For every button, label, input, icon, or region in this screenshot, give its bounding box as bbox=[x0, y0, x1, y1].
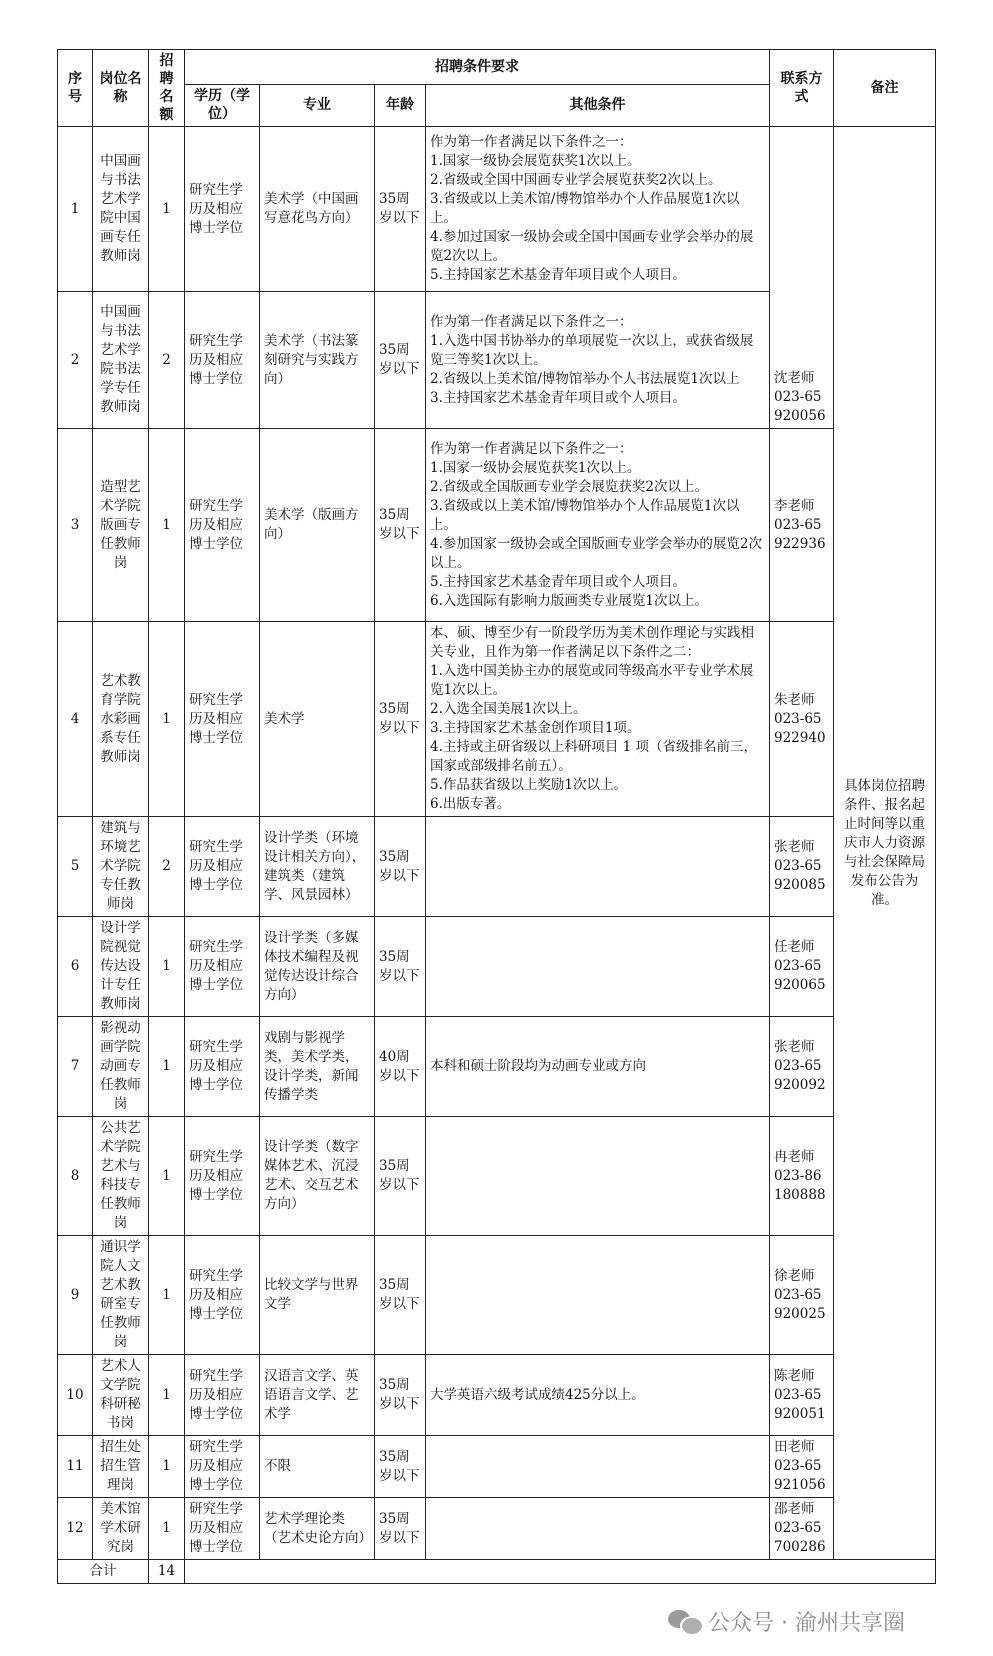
seq-cell: 12 bbox=[58, 1498, 93, 1560]
age-cell: 35周岁以下 bbox=[375, 292, 426, 429]
major-cell: 设计学类（环境设计相关方向），建筑类（建筑学、风景园林） bbox=[260, 817, 375, 917]
contact-name: 陈老师 bbox=[774, 1367, 815, 1384]
condition-line: 5.主持国家艺术基金青年项目或个人项目。 bbox=[430, 267, 686, 283]
condition-line: 大学英语六级考试成绩425分以上。 bbox=[430, 1386, 645, 1403]
contact-phone: 023-65920025 bbox=[774, 1286, 826, 1322]
contact-phone: 023-65920085 bbox=[774, 858, 826, 893]
post-cell: 造型艺术学院版画专任教师岗 bbox=[93, 429, 149, 622]
remark-cell: 具体岗位招聘条件、报名起止时间等以重庆市人力资源与社会保障局发布公告为准。 bbox=[834, 127, 936, 1560]
condition-line: 作为第一作者满足以下条件之一： bbox=[430, 134, 633, 150]
contact-name: 李老师 bbox=[774, 497, 815, 514]
contact-name: 邵老师 bbox=[774, 1501, 815, 1517]
contact-name: 张老师 bbox=[774, 839, 815, 855]
total-row bbox=[58, 1560, 936, 1584]
major-cell: 设计学类（数字媒体艺术、沉浸艺术、交互艺术方向） bbox=[260, 1117, 375, 1236]
edu-cell: 研究生学历及相应博士学位 bbox=[185, 817, 260, 917]
count-cell: 1 bbox=[149, 1436, 185, 1498]
seq-cell: 6 bbox=[58, 917, 93, 1017]
post-cell: 中国画与书法艺术学院中国画专任教师岗 bbox=[93, 127, 149, 292]
header-requirements: 招聘条件要求 bbox=[185, 50, 770, 85]
edu-cell: 研究生学历及相应博士学位 bbox=[185, 1436, 260, 1498]
condition-line: 1.国家一级协会展览获奖1次以上。 bbox=[430, 459, 641, 476]
other-conditions-cell bbox=[426, 292, 770, 429]
age-cell: 35周岁以下 bbox=[375, 817, 426, 917]
post-cell: 建筑与环境艺术学院专任教师岗 bbox=[93, 817, 149, 917]
count-cell: 1 bbox=[149, 622, 185, 817]
condition-line: 6.出版专著。 bbox=[430, 796, 511, 812]
table-row bbox=[58, 622, 936, 817]
count-cell: 1 bbox=[149, 1498, 185, 1560]
contact-cell bbox=[770, 1498, 834, 1560]
major-cell: 设计学类（多媒体技术编程及视觉传达设计综合方向） bbox=[260, 917, 375, 1017]
total-label: 合计 bbox=[58, 1560, 149, 1584]
edu-cell: 研究生学历及相应博士学位 bbox=[185, 1017, 260, 1117]
watermark bbox=[668, 1606, 905, 1636]
contact-cell bbox=[770, 817, 834, 917]
major-cell: 汉语言文学、英语语言文学、艺术学 bbox=[260, 1355, 375, 1436]
count-cell: 2 bbox=[149, 292, 185, 429]
age-cell: 35周岁以下 bbox=[375, 1236, 426, 1355]
contact-phone: 023-65920056 bbox=[774, 389, 826, 424]
contact-cell bbox=[770, 1017, 834, 1117]
other-conditions-cell bbox=[426, 1436, 770, 1498]
seq-cell: 11 bbox=[58, 1436, 93, 1498]
seq-cell: 9 bbox=[58, 1236, 93, 1355]
other-conditions-cell bbox=[426, 1236, 770, 1355]
condition-line: 3.省级或以上美术馆/博物馆举办个人作品展览1次以上。 bbox=[430, 191, 740, 226]
condition-line: 2.省级或全国版画专业学会展览获奖2次以上。 bbox=[430, 478, 708, 495]
header-major: 专业 bbox=[260, 84, 375, 126]
table-row bbox=[58, 1017, 936, 1117]
total-value: 14 bbox=[149, 1560, 185, 1584]
major-cell: 艺术学理论类（艺术史论方向） bbox=[260, 1498, 375, 1560]
other-conditions-cell bbox=[426, 817, 770, 917]
contact-phone: 023-65920051 bbox=[774, 1386, 826, 1422]
table-row bbox=[58, 127, 936, 292]
count-cell: 1 bbox=[149, 1017, 185, 1117]
other-conditions-cell bbox=[426, 1498, 770, 1560]
count-cell: 1 bbox=[149, 429, 185, 622]
contact-name: 冉老师 bbox=[774, 1148, 815, 1165]
seq-cell: 4 bbox=[58, 622, 93, 817]
major-cell: 戏剧与影视学类，美术学类，设计学类，新闻传播学类 bbox=[260, 1017, 375, 1117]
condition-line: 3.主持国家艺术基金青年项目或个人项目。 bbox=[430, 389, 686, 406]
age-cell: 35周岁以下 bbox=[375, 1117, 426, 1236]
table-row bbox=[58, 1498, 936, 1560]
wechat-icon bbox=[668, 1608, 702, 1634]
other-conditions-cell bbox=[426, 429, 770, 622]
condition-line: 1.入选中国书协举办的单项展览一次以上，或获省级展览三等奖1次以上。 bbox=[430, 332, 754, 368]
seq-cell: 2 bbox=[58, 292, 93, 429]
watermark-text: 公众号 · 渝州共享圈 bbox=[708, 1610, 905, 1636]
other-conditions-cell bbox=[426, 917, 770, 1017]
header-age: 年龄 bbox=[375, 84, 426, 126]
table-row bbox=[58, 817, 936, 917]
header-contact: 联系方式 bbox=[770, 50, 834, 127]
edu-cell: 研究生学历及相应博士学位 bbox=[185, 1498, 260, 1560]
other-conditions-cell bbox=[426, 622, 770, 817]
contact-cell bbox=[770, 1117, 834, 1236]
seq-cell: 10 bbox=[58, 1355, 93, 1436]
table-row bbox=[58, 1355, 936, 1436]
edu-cell: 研究生学历及相应博士学位 bbox=[185, 1117, 260, 1236]
age-cell: 35周岁以下 bbox=[375, 1355, 426, 1436]
edu-cell: 研究生学历及相应博士学位 bbox=[185, 622, 260, 817]
other-conditions-cell bbox=[426, 1355, 770, 1436]
post-cell: 公共艺术学院艺术与科技专任教师岗 bbox=[93, 1117, 149, 1236]
condition-line: 本科和硕士阶段均为动画专业或方向 bbox=[430, 1058, 646, 1074]
age-cell: 35周岁以下 bbox=[375, 622, 426, 817]
condition-line: 4.参加过国家一级协会或全国中国画专业学会举办的展览2次以上。 bbox=[430, 229, 754, 264]
age-cell: 35周岁以下 bbox=[375, 429, 426, 622]
contact-phone: 023-65700286 bbox=[774, 1520, 826, 1555]
major-cell: 比较文学与世界文学 bbox=[260, 1236, 375, 1355]
condition-line: 作为第一作者满足以下条件之一： bbox=[430, 440, 633, 457]
contact-phone: 023-65921056 bbox=[774, 1458, 826, 1493]
other-conditions-cell bbox=[426, 1017, 770, 1117]
contact-name: 沈老师 bbox=[774, 370, 815, 386]
seq-cell: 5 bbox=[58, 817, 93, 917]
contact-cell bbox=[770, 429, 834, 622]
condition-line: 2.省级或全国中国画专业学会展览获奖2次以上。 bbox=[430, 172, 722, 188]
condition-line: 本、硕、博至少有一阶段学历为美术创作理论与实践相关专业，且作为第一作者满足以下条件之二： bbox=[430, 625, 754, 660]
condition-line: 3.省级或以上美术馆/博物馆举办个人作品展览1次以上。 bbox=[430, 497, 740, 533]
condition-line: 4.参加国家一级协会或全国版画专业学会举办的展览2次以上。 bbox=[430, 535, 762, 571]
condition-line: 5.作品获省级以上奖励1次以上。 bbox=[430, 777, 627, 793]
contact-phone: 023-65920092 bbox=[774, 1058, 826, 1093]
other-conditions-cell bbox=[426, 127, 770, 292]
other-conditions-cell bbox=[426, 1117, 770, 1236]
major-cell: 美术学 bbox=[260, 622, 375, 817]
contact-name: 张老师 bbox=[774, 1039, 815, 1055]
condition-line: 1.国家一级协会展览获奖1次以上。 bbox=[430, 153, 641, 169]
contact-cell bbox=[770, 127, 834, 429]
seq-cell: 8 bbox=[58, 1117, 93, 1236]
table-row bbox=[58, 429, 936, 622]
post-cell: 招生处招生管理岗 bbox=[93, 1436, 149, 1498]
edu-cell: 研究生学历及相应博士学位 bbox=[185, 917, 260, 1017]
major-cell: 美术学（中国画写意花鸟方向） bbox=[260, 127, 375, 292]
contact-phone: 023-65922936 bbox=[774, 516, 826, 552]
post-cell: 通识学院人文艺术教研室专任教师岗 bbox=[93, 1236, 149, 1355]
condition-line: 6.入选国际有影响力版画类专业展览1次以上。 bbox=[430, 592, 708, 609]
table-body bbox=[58, 127, 936, 1584]
condition-line: 3.主持国家艺术基金创作项目1项。 bbox=[430, 720, 641, 736]
condition-line: 1.入选中国美协主办的展览或同等级高水平专业学术展览1次以上。 bbox=[430, 663, 754, 698]
count-cell: 1 bbox=[149, 917, 185, 1017]
post-cell: 艺术人文学院科研秘书岗 bbox=[93, 1355, 149, 1436]
seq-cell: 1 bbox=[58, 127, 93, 292]
age-cell: 35周岁以下 bbox=[375, 1436, 426, 1498]
contact-cell bbox=[770, 1355, 834, 1436]
post-cell: 影视动画学院动画专任教师岗 bbox=[93, 1017, 149, 1117]
post-cell: 艺术教育学院水彩画系专任教师岗 bbox=[93, 622, 149, 817]
condition-line: 2.入选全国美展1次以上。 bbox=[430, 701, 587, 717]
post-cell: 设计学院视觉传达设计专任教师岗 bbox=[93, 917, 149, 1017]
condition-line: 4.主持或主研省级以上科研项目 1 项（省级排名前三，国家或部级排名前五）。 bbox=[430, 739, 758, 774]
header-other: 其他条件 bbox=[426, 84, 770, 126]
condition-line: 作为第一作者满足以下条件之一： bbox=[430, 313, 633, 330]
total-empty bbox=[185, 1560, 936, 1584]
edu-cell: 研究生学历及相应博士学位 bbox=[185, 292, 260, 429]
contact-name: 田老师 bbox=[774, 1439, 815, 1455]
header-remark: 备注 bbox=[834, 50, 936, 127]
major-cell: 美术学（版画方向） bbox=[260, 429, 375, 622]
major-cell: 美术学（书法篆刻研究与实践方向） bbox=[260, 292, 375, 429]
table-row bbox=[58, 1236, 936, 1355]
contact-cell bbox=[770, 622, 834, 817]
contact-cell bbox=[770, 1236, 834, 1355]
edu-cell: 研究生学历及相应博士学位 bbox=[185, 127, 260, 292]
contact-phone: 023-86180888 bbox=[774, 1167, 826, 1203]
count-cell: 1 bbox=[149, 1117, 185, 1236]
edu-cell: 研究生学历及相应博士学位 bbox=[185, 429, 260, 622]
contact-phone: 023-65920065 bbox=[774, 958, 826, 993]
post-cell: 美术馆学术研究岗 bbox=[93, 1498, 149, 1560]
count-cell: 1 bbox=[149, 1355, 185, 1436]
table-row bbox=[58, 1117, 936, 1236]
recruitment-table bbox=[57, 49, 936, 1584]
major-cell: 不限 bbox=[260, 1436, 375, 1498]
count-cell: 1 bbox=[149, 1236, 185, 1355]
header-count: 招聘名额 bbox=[149, 50, 185, 127]
post-cell: 中国画与书法艺术学院书法学专任教师岗 bbox=[93, 292, 149, 429]
edu-cell: 研究生学历及相应博士学位 bbox=[185, 1236, 260, 1355]
seq-cell: 7 bbox=[58, 1017, 93, 1117]
edu-cell: 研究生学历及相应博士学位 bbox=[185, 1355, 260, 1436]
contact-phone: 023-65922940 bbox=[774, 710, 826, 746]
seq-cell: 3 bbox=[58, 429, 93, 622]
contact-name: 任老师 bbox=[774, 939, 815, 955]
table-row bbox=[58, 917, 936, 1017]
age-cell: 40周岁以下 bbox=[375, 1017, 426, 1117]
condition-line: 2.省级以上美术馆/博物馆举办个人书法展览1次以上 bbox=[430, 370, 740, 387]
header-seq: 序号 bbox=[58, 50, 93, 127]
header-edu: 学历（学位） bbox=[185, 84, 260, 126]
table-row bbox=[58, 1436, 936, 1498]
contact-cell bbox=[770, 917, 834, 1017]
condition-line: 5.主持国家艺术基金青年项目或个人项目。 bbox=[430, 573, 686, 590]
contact-name: 徐老师 bbox=[774, 1267, 815, 1284]
count-cell: 2 bbox=[149, 817, 185, 917]
age-cell: 35周岁以下 bbox=[375, 127, 426, 292]
contact-cell bbox=[770, 1436, 834, 1498]
count-cell: 1 bbox=[149, 127, 185, 292]
age-cell: 35周岁以下 bbox=[375, 1498, 426, 1560]
header-post: 岗位名称 bbox=[93, 50, 149, 127]
age-cell: 35周岁以下 bbox=[375, 917, 426, 1017]
contact-name: 朱老师 bbox=[774, 691, 815, 708]
